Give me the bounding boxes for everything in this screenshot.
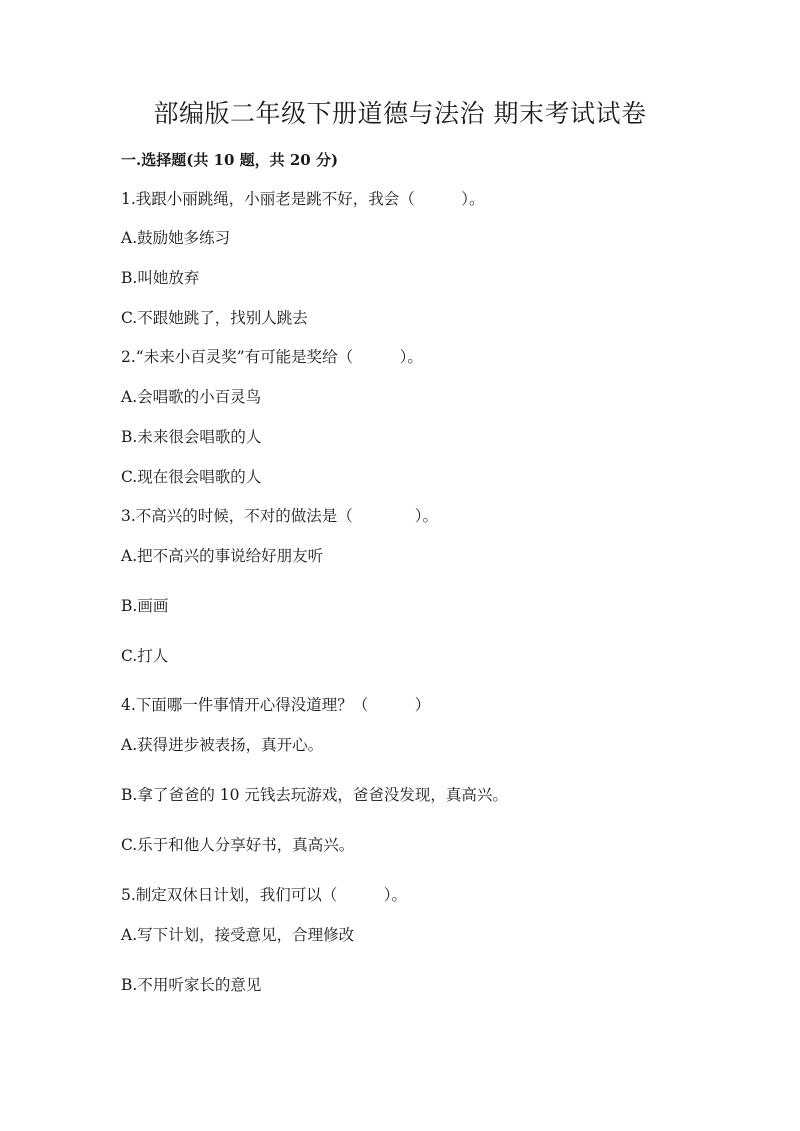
answer-option: C.不跟她跳了，找别人跳去 [121, 309, 308, 327]
question-stem: 1.我跟小丽跳绳，小丽老是跳不好，我会（ ）。 [121, 190, 485, 208]
answer-option: B.画画 [121, 597, 169, 615]
page-title: 部编版二年级下册道德与法治 期末考试试卷 [153, 99, 647, 128]
question-stem: 3.不高兴的时候，不对的做法是（ ）。 [121, 507, 439, 525]
answer-option: B.叫她放弃 [121, 269, 200, 287]
answer-option: B.不用听家长的意见 [121, 976, 262, 994]
answer-option: C.打人 [121, 647, 169, 665]
answer-option: A.获得进步被表扬，真开心。 [121, 736, 324, 754]
answer-option: A.写下计划，接受意见，合理修改 [121, 926, 355, 944]
section-heading: 一.选择题(共 10 题，共 20 分) [121, 151, 339, 169]
answer-option: A.把不高兴的事说给好朋友听 [121, 547, 324, 565]
question-stem: 2.“未来小百灵奖”有可能是奖给（ ）。 [121, 348, 423, 366]
question-stem: 5.制定双休日计划，我们可以（ ）。 [121, 886, 408, 904]
answer-option: C.乐于和他人分享好书，真高兴。 [121, 836, 355, 854]
answer-option: C.现在很会唱歌的人 [121, 468, 262, 486]
answer-option: A.鼓励她多练习 [121, 229, 231, 247]
answer-option: B.拿了爸爸的 10 元钱去玩游戏，爸爸没发现，真高兴。 [121, 786, 508, 804]
question-stem: 4.下面哪一件事情开心得没道理？（ ） [121, 696, 431, 714]
answer-option: A.会唱歌的小百灵鸟 [121, 388, 262, 406]
answer-option: B.未来很会唱歌的人 [121, 428, 262, 446]
